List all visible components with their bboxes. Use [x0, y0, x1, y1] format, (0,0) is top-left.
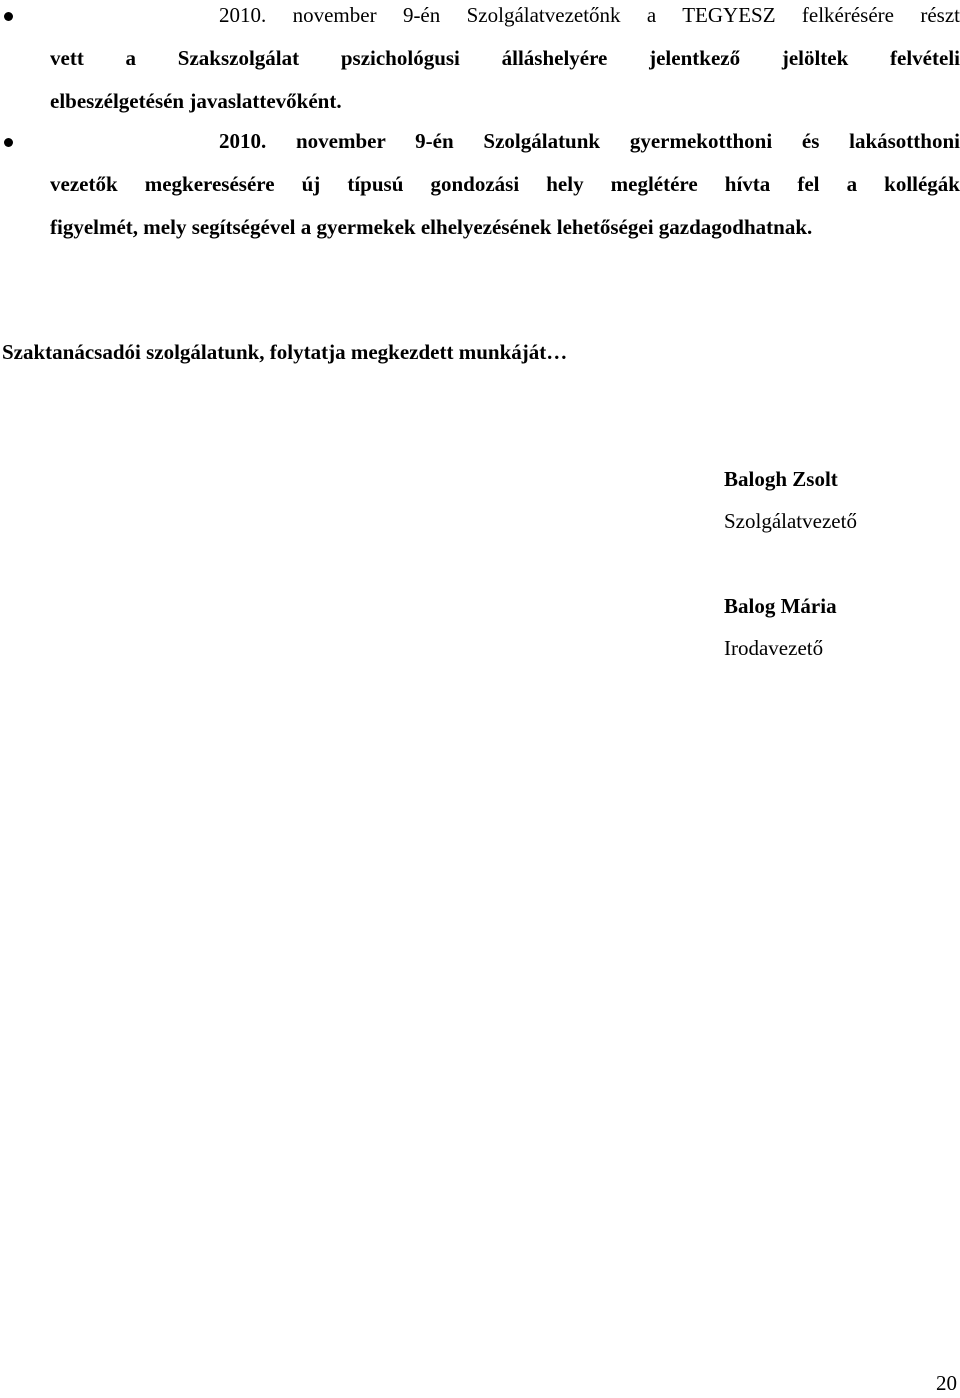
text-line: figyelmét, mely segítségével a gyermekek elhelyezésének lehetőségei gazdagodhatnak.: [50, 215, 813, 239]
signature-name: Balogh Zsolt: [724, 467, 838, 491]
signature-title: Szolgálatvezető: [724, 509, 857, 533]
text-line: 2010. november 9-én Szolgálatvezetőnk a TEGYESZ felkérésére részt: [219, 3, 960, 27]
page-number: 20: [936, 1371, 957, 1395]
bullet-icon: [4, 12, 13, 21]
closing-paragraph: Szaktanácsadói szolgálatunk, folytatja megkezdett munkáját…: [2, 340, 568, 364]
text-line: vett a Szakszolgálat pszichológusi álláshelyére jelentkező jelöltek felvételi: [50, 46, 960, 70]
bullet-icon: [4, 138, 13, 147]
signature-name: Balog Mária: [724, 594, 837, 618]
text-line: 2010. november 9-én Szolgálatunk gyermekotthoni és lakásotthoni: [219, 129, 960, 153]
text-line: elbeszélgetésén javaslattevőként.: [50, 89, 342, 113]
bullet-text-2: [50, 120, 960, 249]
signature-title: Irodavezető: [724, 636, 824, 660]
text-line: vezetők megkeresésére új típusú gondozási hely meglétére hívta fel a kollégák: [50, 172, 960, 196]
bullet-text-1: [50, 0, 960, 123]
